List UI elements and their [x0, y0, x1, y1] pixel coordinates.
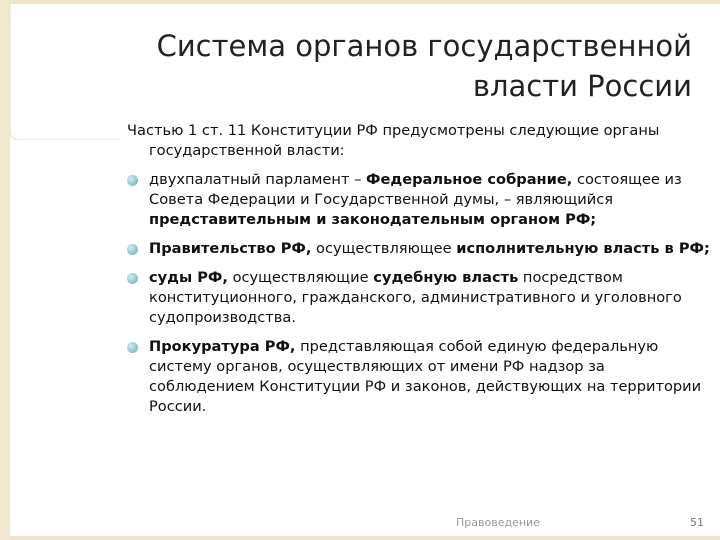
item-text: состоящее из Совета Федерации и Государственной думы, – являющийся	[149, 171, 682, 208]
footer-subject: Правоведение	[456, 516, 540, 529]
item-bold-text: Правительство РФ,	[149, 240, 312, 257]
item-bold-text: Федеральное собрание,	[366, 171, 573, 188]
bullet-icon	[127, 175, 138, 186]
bullet-icon	[127, 273, 138, 284]
bullet-list	[127, 170, 712, 417]
slide-title: Система органов государственной власти России	[156, 29, 692, 103]
slide-content	[127, 121, 712, 426]
item-bold-text: исполнительную власть в РФ;	[456, 240, 710, 257]
list-item-prosecutor	[127, 337, 712, 417]
bullet-icon	[127, 342, 138, 353]
item-bold-text: суды РФ,	[149, 269, 228, 286]
item-text: осуществляющие	[227, 269, 374, 286]
item-text: представляющая собой единую федеральную систему органов, осуществляющих от имени РФ надзор за соблюдением Конституции РФ и законов, действующих на территории России.	[149, 338, 702, 415]
bullet-icon	[127, 244, 138, 255]
item-text: осуществляющее	[311, 240, 457, 257]
list-item-parliament	[127, 170, 712, 230]
item-text: посредством конституционного, гражданского, административного и уголовного судопроизводства.	[149, 269, 682, 326]
item-text: двухпалатный парламент –	[149, 171, 367, 188]
item-bold-text: судебную власть	[373, 269, 519, 286]
intro-text: Частью 1 ст. 11 Конституции РФ предусмотрены следующие органы государственной власти:	[127, 122, 660, 159]
page-number: 51	[690, 516, 704, 529]
list-item-government	[127, 239, 712, 259]
decorative-corner-graphic	[0, 0, 130, 140]
item-bold-text: Прокуратура РФ,	[149, 338, 296, 355]
item-bold-text: представительным и законодательным органом РФ;	[149, 211, 597, 228]
list-item-courts	[127, 268, 712, 328]
